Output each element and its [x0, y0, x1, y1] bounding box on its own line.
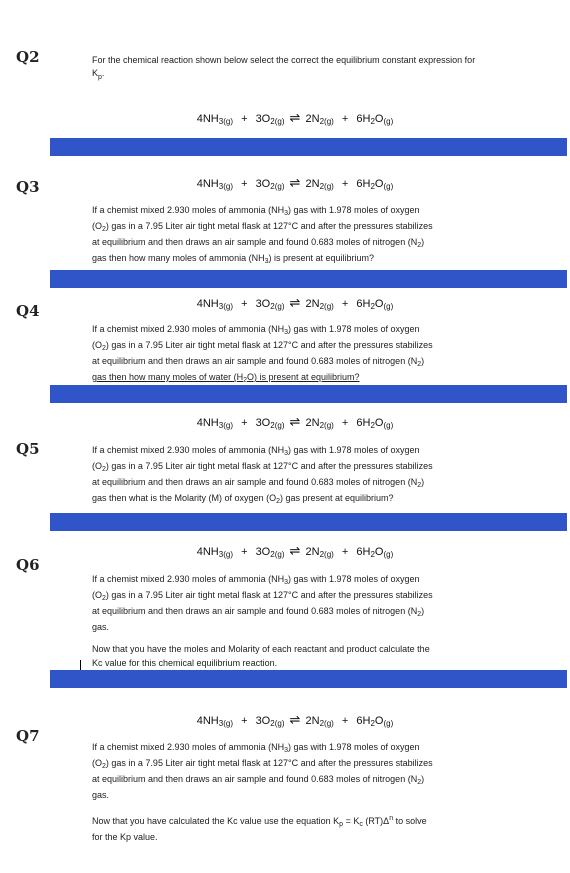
question-number-q7: Q7	[16, 727, 40, 745]
question-number-q4: Q4	[16, 302, 40, 320]
answer-bar-q5[interactable]	[50, 513, 567, 531]
equilibrium-arrow-icon: ⇌	[289, 543, 301, 558]
q2-prompt-text: For the chemical reaction shown below select the correct the equilibrium constant expression for	[92, 55, 476, 65]
reaction-equation: $4NH_{3(g)} + 3O_{2(g)}$ ⇌ $2N_{2(g)} + 6H_2O_{(g)}$	[196, 543, 394, 559]
equilibrium-arrow-icon: ⇌	[289, 295, 301, 310]
reaction-equation: $4NH_{3(g)} + 3O_{2(g)}$ ⇌ $2N_{2(g)} + 6H_2O_{(g)}$	[196, 414, 394, 430]
question-number-q2: Q2	[16, 48, 40, 66]
reaction-equation: $4NH_{3(g)} + 3O_{2(g)}$ ⇌ $2N_{2(g)} + 6H_2O_{(g)}$	[196, 110, 394, 126]
q3-paragraph: If a chemist mixed 2.930 moles of ammonia $(NH_3)$ gas with 1.978 moles of oxygen $(O_2)$ gas in a 7.95 Liter air tight metal flask at 127°C and after the pressures stabilizes at equilibrium and then draws an air sample and found 0.683 moles of nitrogen $(N_2)$ gas then how many moles of ammonia $(NH_3)$ is present at equilibrium?	[92, 205, 433, 265]
q5-paragraph: If a chemist mixed 2.930 moles of ammonia $(NH_3)$ gas with 1.978 moles of oxygen $(O_2)$ gas in a 7.95 Liter air tight metal flask at 127°C and after the pressures stabilizes at equilibrium and then draws an air sample and found 0.683 moles of nitrogen $(N_2)$ gas then what is the Molarity (M) of oxygen $(O_2)$ gas present at equilibrium?	[92, 445, 433, 505]
q7-paragraph: If a chemist mixed 2.930 moles of ammonia $(NH_3)$ gas with 1.978 moles of oxygen $(O_2)$ gas in a 7.95 Liter air tight metal flask at 127°C and after the pressures stabilizes at equilibrium and then draws an air sample and found 0.683 moles of nitrogen $(N_2)$ gas.	[92, 742, 433, 800]
question-number-q5: Q5	[16, 440, 40, 458]
reaction-equation: $4NH_{3(g)} + 3O_{2(g)}$ ⇌ $2N_{2(g)} + 6H_2O_{(g)}$	[196, 712, 394, 728]
question-number-q3: Q3	[16, 178, 40, 196]
equilibrium-arrow-icon: ⇌	[289, 712, 301, 727]
answer-bar-q4[interactable]	[50, 385, 567, 403]
reaction-equation: $4NH_{3(g)} + 3O_{2(g)}$ ⇌ $2N_{2(g)} + 6H_2O_{(g)}$	[196, 175, 394, 191]
q6-paragraph: If a chemist mixed 2.930 moles of ammonia $(NH_3)$ gas with 1.978 moles of oxygen $(O_2)$ gas in a 7.95 Liter air tight metal flask at 127°C and after the pressures stabilizes at equilibrium and then draws an air sample and found 0.683 moles of nitrogen $(N_2)$ gas.	[92, 574, 433, 632]
q4-paragraph: If a chemist mixed 2.930 moles of ammonia $(NH_3)$ gas with 1.978 moles of oxygen $(O_2)$ gas in a 7.95 Liter air tight metal flask at 127°C and after the pressures stabilizes at equilibrium and then draws an air sample and found 0.683 moles of nitrogen $(N_2)$ gas then how many moles of water $(H_2O)$ is present at equilibrium?	[92, 324, 433, 384]
q7-followup: Now that you have calculated the Kc value use the equation $K_p = K_c$ $(RT)\Delta^n$ to solve for the Kp value.	[92, 815, 427, 842]
equilibrium-arrow-icon: ⇌	[289, 110, 301, 125]
kp-symbol: $K_p$.	[92, 68, 105, 81]
q6-followup: Now that you have the moles and Molarity of each reactant and product calculate the Kc value for this chemical equilibrium reaction.	[92, 644, 430, 668]
question-number-q6: Q6	[16, 556, 40, 574]
equilibrium-arrow-icon: ⇌	[289, 414, 301, 429]
equilibrium-arrow-icon: ⇌	[289, 175, 301, 190]
answer-bar-q6[interactable]	[50, 670, 567, 688]
q2-prompt	[92, 54, 512, 84]
answer-bar-q3[interactable]	[50, 270, 567, 288]
answer-bar-q2[interactable]	[50, 138, 567, 156]
reaction-equation: $4NH_{3(g)} + 3O_{2(g)}$ ⇌ $2N_{2(g)} + 6H_2O_{(g)}$	[196, 295, 394, 311]
